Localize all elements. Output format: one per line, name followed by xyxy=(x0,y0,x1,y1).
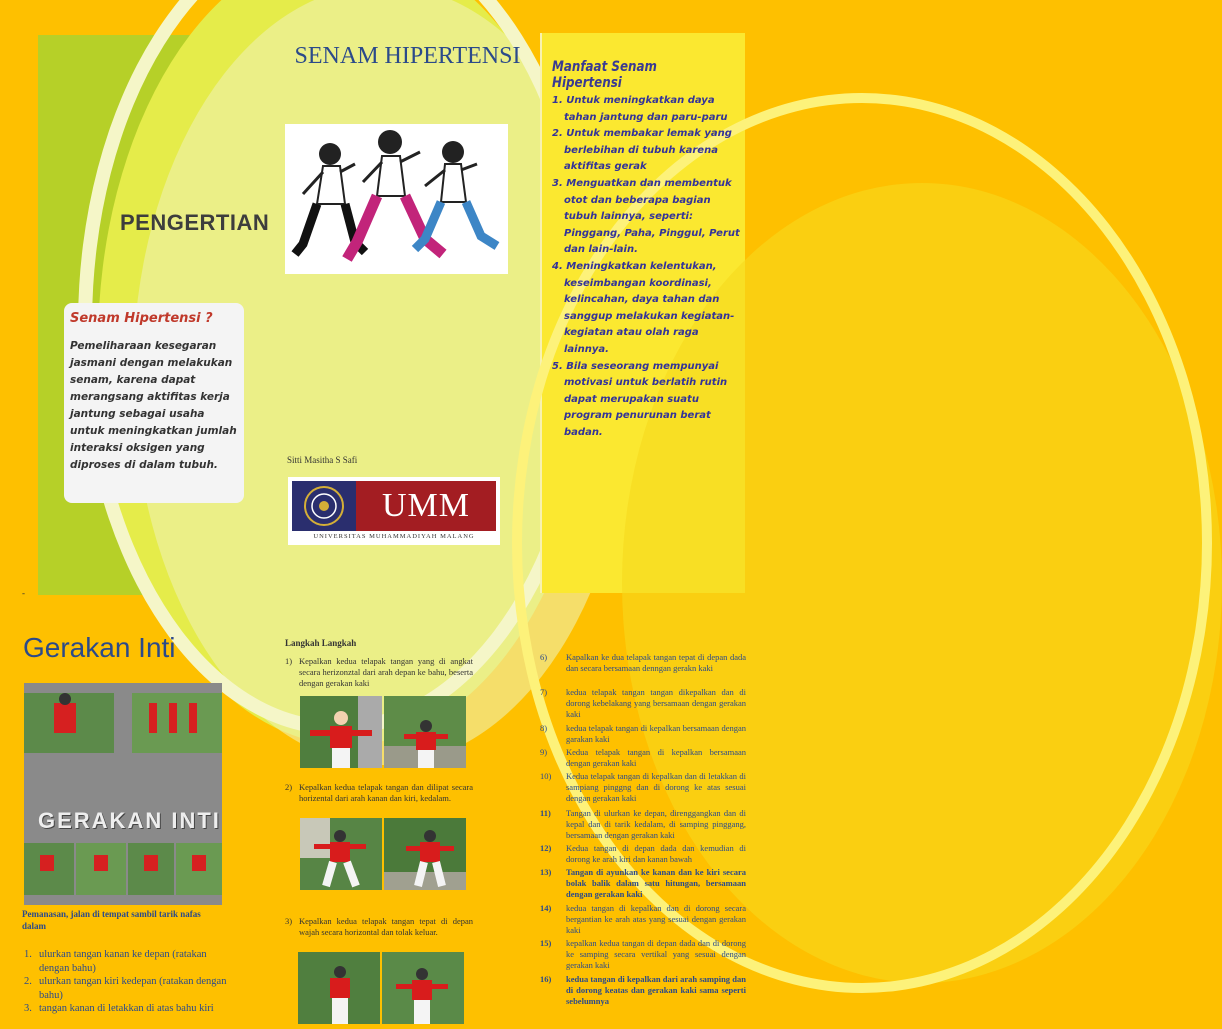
umm-logo-text: UMM xyxy=(356,481,496,531)
step-3-photos xyxy=(298,952,464,1024)
step-12: 12) Kedua tangan di depan dada dan kemudian di dorong ke arah kiri dan kanan bawah xyxy=(540,843,746,864)
exercise-photo xyxy=(298,952,380,1024)
step-11: 11) Tangan di ulurkan ke depan, direnggangkan dan di kepal dan di tarik kedalam, di samping pinggang, bersamaan dengan gerakan kaki xyxy=(540,808,746,840)
list-item: 4. Meningkatkan kelentukan, keseimbangan koordinasi, kelincahan, daya tahan dan sanggup melakukan kegiatan-kegiatan atau olah raga lainnya. xyxy=(552,260,735,355)
exercise-photo xyxy=(300,696,382,768)
step-3: 3) Kepalkan kedua telapak tangan tepat di depan wajah secara horizontal dan tolak keluar. xyxy=(285,916,473,937)
step-1: 1) Kepalkan kedua telapak tangan yang di angkat secara herizonztal dari arah depan ke bahu, beserta dengan gerakan kaki xyxy=(285,656,473,688)
list-item: 5. Bila seseorang mempunyai motivasi untuk berlatih rutin dapat merupakan suatu program penurunan berat badan. xyxy=(552,360,728,438)
page-title: SENAM HIPERTENSI xyxy=(294,43,521,69)
list-item: 2. ulurkan tangan kiri kedepan (ratakan dengan bahu) xyxy=(24,976,227,1001)
step-10: 10) Kedua telapak tangan di kepalkan dan di letakkan di sampiang pinggng dan di dorong ke atas sesuai dengan gerakan kaki xyxy=(540,771,746,803)
warmup-list xyxy=(24,948,234,1016)
step-13: 13) Tangan di ayunkan ke kanan dan ke kiri secara bolak balik dalam satu hitungan, bersamaan dengan gerakan kaki xyxy=(540,867,746,899)
step-16: 16) kedua tangan di kepalkan dari arah samping dan di dorong keatas dan gerakan kaki sama seperti sebelumnya xyxy=(540,974,746,1006)
video-caption: GERAKAN INTI xyxy=(38,808,221,833)
manfaat-panel xyxy=(540,33,745,593)
definition-box xyxy=(64,303,244,503)
exercise-photo xyxy=(384,818,466,890)
umm-logo xyxy=(288,477,500,545)
list-item: 2. Untuk membakar lemak yang berlebihan di tubuh karena aktifitas gerak xyxy=(552,128,732,173)
exercise-photo xyxy=(384,696,466,768)
list-item: 3. Menguatkan dan membentuk otot dan beberapa bagian tubuh lainnya, seperti: Pinggang, Paha, Pinggul, Perut dan lain-lain. xyxy=(552,177,740,256)
pengertian-panel xyxy=(38,35,270,595)
list-item: 3. tangan kanan di letakkan di atas bahu kiri xyxy=(24,1003,214,1014)
langkah-heading: Langkah Langkah xyxy=(285,638,357,648)
definition-question: Senam Hipertensi ? xyxy=(70,311,213,326)
umm-emblem-icon xyxy=(292,481,356,531)
video-thumbnail xyxy=(24,683,222,905)
gerakan-inti-heading: Gerakan Inti xyxy=(23,632,176,663)
dancers-image xyxy=(285,124,508,274)
gerakan-inti-video[interactable] xyxy=(24,683,222,905)
definition-text: Pemeliharaan kesegaran jasmani dengan melakukan senam, karena dapat merangsang aktifitas kerja jantung sebagai usaha untuk meningkatkan jumlah interaksi oksigen yang diproses di dalam tubuh. xyxy=(70,340,237,471)
exercise-photo xyxy=(382,952,464,1024)
step-1-photos xyxy=(300,696,466,768)
list-item: 1. Untuk meningkatkan daya tahan jantung dan paru-paru xyxy=(552,95,728,123)
separator-mark: - xyxy=(22,588,25,598)
step-7: 7) kedua telapak tangan tangan dikepalkan dan di dorong kebelakang yang bersamaan dengan gerakan kaki xyxy=(540,687,746,719)
step-9: 9) Kedua telapak tangan di kepalkan bersamaan dengan gerakan kaki xyxy=(540,747,746,768)
pengertian-heading: PENGERTIAN xyxy=(120,210,270,235)
step-2: 2) Kepalkan kedua telapak tangan dan dilipat secara horizental dari arah kanan dan kiri, kedalam. xyxy=(285,782,473,803)
dancers-illustration xyxy=(285,124,508,274)
manfaat-list xyxy=(552,93,747,441)
step-8: 8) kedua telapak tangan di kepalkan bersamaan dengan garakan kaki xyxy=(540,723,746,744)
umm-logo-subtext: UNIVERSITAS MUHAMMADIYAH MALANG xyxy=(313,533,475,540)
author-name: Sitti Masitha S Safi xyxy=(287,455,358,465)
warmup-intro: Pemanasan, jalan di tempat sambil tarik nafas dalam xyxy=(22,909,201,931)
step-15: 15) kepalkan kedua tangan di depan dada dan di dorong ke samping secara vertikal yang sesuai dengan gerakan kaki xyxy=(540,938,746,970)
list-item: 1. ulurkan tangan kanan ke depan (ratakan dengan bahu) xyxy=(24,949,207,974)
step-2-photos xyxy=(300,818,466,890)
manfaat-heading: Manfaat Senam Hipertensi xyxy=(552,59,657,91)
exercise-photo xyxy=(300,818,382,890)
step-6: 6) Kapalkan ke dua telapak tangan tepat di depan dada dan secara bersamaan denngan gerakn kaki xyxy=(540,652,746,673)
step-14: 14) kedua tangan di kepalkan dan di dorong secara bergantian ke arah atas yang sesuai dengan gerakan kaki xyxy=(540,903,746,935)
